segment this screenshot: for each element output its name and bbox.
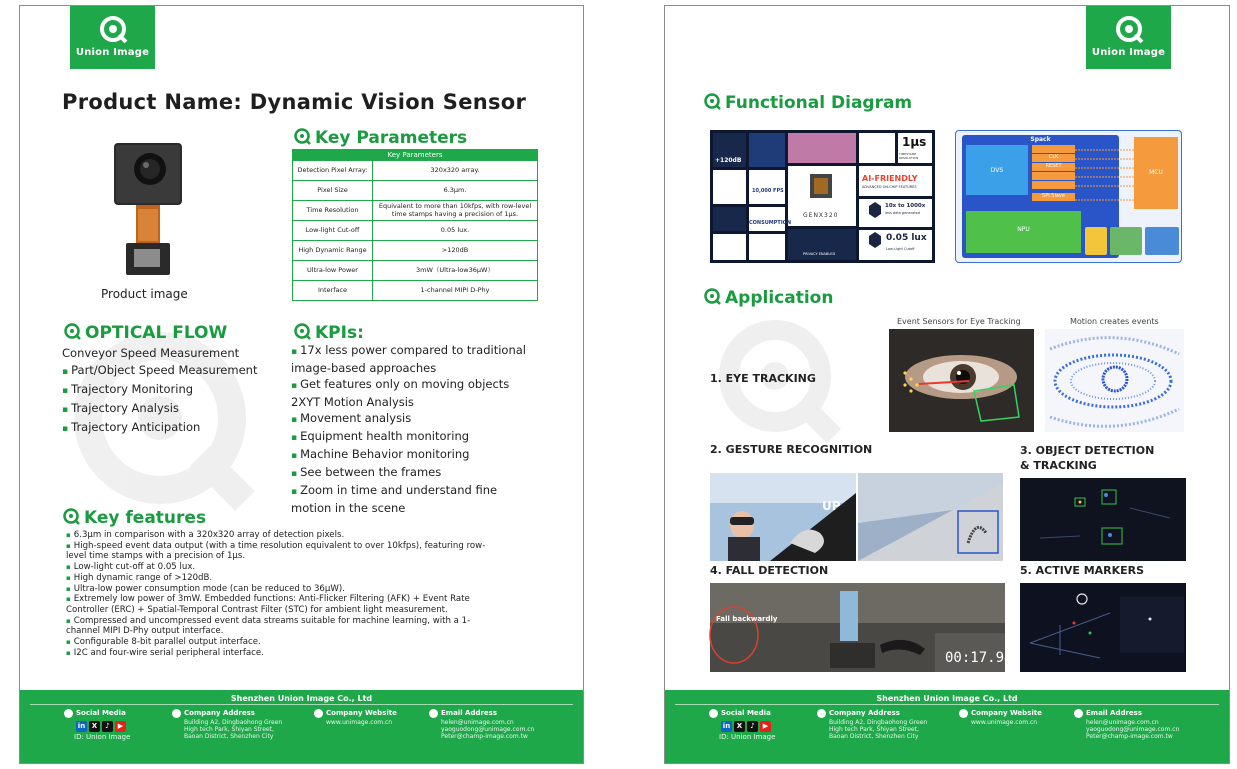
- list-item: image-based approaches: [291, 361, 437, 375]
- key-parameters-table: [292, 149, 538, 301]
- param-value: 0.05 lux.: [373, 221, 538, 241]
- email-link[interactable]: helen@unimage.com.cn: [441, 719, 514, 726]
- list-item: ▪ Compressed and uncompressed event data streams suitable for machine learning, with a 1-: [66, 615, 471, 626]
- tile-genx: GENX320: [803, 212, 839, 219]
- sensor-module-image: [108, 139, 188, 279]
- kpis-heading: KPIs:: [293, 322, 364, 343]
- motion-events-image: [1045, 329, 1184, 432]
- footer-website: Company Website www.unimage.com.cn: [959, 709, 1042, 726]
- list-item: ▪ Movement analysis: [291, 411, 412, 425]
- footer-social: Social Media in X ♪ ▶ ID: Union Image: [709, 709, 775, 741]
- footer-company-name: Shenzhen Union Image Co., Ltd: [230, 694, 373, 703]
- x-icon[interactable]: X: [734, 721, 745, 732]
- active-markers-image: [1020, 583, 1186, 672]
- key-parameters-heading: Key Parameters: [293, 127, 467, 148]
- video-timestamp: 00:17.94: [945, 650, 1013, 666]
- param-name: Low-light Cut-off: [293, 221, 373, 241]
- list-item: ▪ Machine Behavior monitoring: [291, 447, 470, 461]
- kpis-list: [291, 342, 526, 516]
- tile-privacy: PRIVACY ENABLED: [803, 252, 836, 256]
- logo-text: Union Image: [1091, 47, 1166, 58]
- list-item: ▪ Trajectory Anticipation: [62, 420, 201, 434]
- section-logo-icon: [703, 92, 721, 110]
- social-id: ID: Union Image: [74, 733, 131, 741]
- tiktok-icon[interactable]: ♪: [102, 721, 113, 732]
- param-value: 1-channel MIPI D-Phy: [373, 281, 538, 301]
- list-item: 2XYT Motion Analysis: [291, 395, 414, 409]
- address-line: Baoan District, Shenzhen City: [184, 733, 274, 740]
- company-logo: [70, 6, 155, 69]
- tile-latency-sub: TIMESTAMP RESOLUTION: [899, 152, 919, 160]
- active-markers-graphic: [1020, 583, 1186, 672]
- param-name: Ultra-low Power: [293, 261, 373, 281]
- mcu-label: MCU: [1149, 169, 1163, 176]
- address-line: High tech Park, Shiyan Street,: [184, 726, 274, 733]
- address-line: Building A2, Dingbaohong Green: [829, 719, 928, 726]
- email-link[interactable]: Peter@champ-image.com.tw: [441, 733, 528, 740]
- social-id: ID: Union Image: [719, 733, 776, 741]
- list-item: ▪ High-speed event data output (with a time resolution equivalent to over 10kfps), featuring row-: [66, 540, 486, 551]
- connection-lines: [1075, 145, 1135, 209]
- gesture-image-1: [710, 473, 856, 561]
- table-header: Key Parameters: [293, 150, 538, 161]
- list-item: ▪ Trajectory Analysis: [62, 401, 179, 415]
- website-link[interactable]: www.unimage.com.cn: [971, 719, 1038, 726]
- youtube-icon[interactable]: ▶: [115, 721, 126, 732]
- app-fall-detection: 4. FALL DETECTION: [710, 564, 829, 577]
- product-image-caption: Product image: [101, 287, 188, 301]
- email-icon: [429, 709, 438, 718]
- list-item: ▪ Ultra-low power consumption mode (can be reduced to 36μW).: [66, 583, 345, 594]
- globe-icon: [314, 709, 323, 718]
- app-gesture-recognition: 2. GESTURE RECOGNITION: [710, 443, 873, 456]
- list-item: Conveyor Speed Measurement: [62, 346, 240, 360]
- email-link[interactable]: yaoguodong@unimage.com.cn: [1086, 726, 1180, 733]
- param-value: 320x320 array.: [373, 161, 538, 181]
- table-row: [293, 181, 538, 201]
- param-name: Detection Pixel Array:: [293, 161, 373, 181]
- x-icon[interactable]: X: [89, 721, 100, 732]
- table-row: [293, 261, 538, 281]
- play-icon: [709, 709, 718, 718]
- location-icon: [817, 709, 826, 718]
- email-link[interactable]: yaoguodong@unimage.com.cn: [441, 726, 535, 733]
- footer-company-name: Shenzhen Union Image Co., Ltd: [876, 694, 1018, 703]
- clk-pin: CLK: [1032, 154, 1075, 162]
- email-icon: [1074, 709, 1083, 718]
- param-name: Pixel Size: [293, 181, 373, 201]
- application-heading: Application: [703, 287, 833, 308]
- optical-flow-list: [62, 345, 257, 438]
- blue-block: [1145, 227, 1179, 255]
- email-link[interactable]: Peter@champ-image.com.tw: [1086, 733, 1173, 740]
- section-logo-icon: [63, 322, 81, 340]
- company-logo: [1086, 6, 1171, 69]
- list-item: ▪ I2C and four-wire serial peripheral interface.: [66, 647, 264, 658]
- tile-data: 10x to 1000x: [885, 203, 926, 209]
- key-features-heading: Key features: [62, 507, 206, 528]
- tile-fps: 10,000 FPS: [752, 188, 784, 194]
- feature-tiles-image: [710, 130, 935, 263]
- spack-label: Spack: [1030, 136, 1051, 143]
- app-object-detection: 3. OBJECT DETECTION & TRACKING: [1020, 444, 1155, 472]
- list-item: channel MIPI D-Phy output interface.: [66, 626, 224, 637]
- spi-pin: SPI Slave: [1032, 193, 1075, 201]
- email-link[interactable]: helen@unimage.com.cn: [1086, 719, 1159, 726]
- address-line: High tech Park, Shiyan Street,: [829, 726, 919, 733]
- tile-ai: AI-FRIENDLY: [862, 174, 918, 183]
- address-line: Baoan District, Shenzhen City: [829, 733, 919, 740]
- list-item: ▪ Configurable 8-bit parallel output interface.: [66, 637, 261, 648]
- section-logo-icon: [703, 287, 721, 305]
- optical-flow-heading: OPTICAL FLOW: [63, 322, 227, 343]
- tile-power: CONSUMPTION: [749, 220, 792, 226]
- tile-lux-sub: Low-Light Cutoff: [886, 247, 915, 251]
- footer-email: Email Address helen@unimage.com.cn yaoguodong@unimage.com.cn Peter@champ-image.com.tw: [1074, 709, 1179, 740]
- list-item: Controller (ERC) + Spatial-Temporal Contrast Filter (STC) for ambient light measurement.: [66, 604, 448, 615]
- list-item: ▪ Trajectory Monitoring: [62, 382, 194, 396]
- fall-detection-video[interactable]: [710, 583, 1013, 672]
- gesture-image-2: [858, 473, 1003, 561]
- param-value: >120dB: [373, 241, 538, 261]
- footer-website: Company Website www.unimage.com.cn: [314, 709, 397, 726]
- tile-data-sub: less data generated: [885, 211, 920, 215]
- param-name: Time Resolution: [293, 201, 373, 221]
- block-diagram: [955, 130, 1182, 263]
- table-row: [293, 221, 538, 241]
- fall-video-label: Fall backwardly: [716, 615, 778, 623]
- param-value: Equivalent to more than 10kfps, with row-level time stamps having a precision of 1μs.: [373, 201, 538, 221]
- tile-ai-sub: ADVANCED ON-CHIP FEATURES: [862, 185, 917, 189]
- tile-lux: 0.05 lux: [886, 233, 927, 243]
- reset-pin: RESET: [1032, 163, 1075, 171]
- key-features-list: [66, 530, 550, 658]
- section-logo-icon: [62, 507, 80, 525]
- motion-events-caption: Motion creates events: [1070, 317, 1159, 326]
- datasheet-page-right: [664, 5, 1230, 764]
- gesture-graphic-2: [858, 473, 1003, 561]
- product-title: Product Name: Dynamic Vision Sensor: [62, 90, 527, 114]
- youtube-icon[interactable]: ▶: [760, 721, 771, 732]
- website-link[interactable]: www.unimage.com.cn: [326, 719, 393, 726]
- app-eye-tracking: 1. EYE TRACKING: [710, 372, 816, 385]
- tile-latency: 1μs: [902, 135, 927, 149]
- table-row: [293, 201, 538, 221]
- logo-icon: [1113, 13, 1145, 45]
- footer: [665, 690, 1229, 763]
- play-icon: [64, 709, 73, 718]
- list-item: ▪ Zoom in time and understand fine: [291, 483, 498, 497]
- section-logo-icon: [293, 322, 311, 340]
- eye-tracking-image: [889, 329, 1034, 432]
- address-line: Building A2, Dingbaohong Green: [184, 719, 283, 726]
- object-detection-graphic: [1020, 478, 1186, 561]
- footer-address: Company Address Building A2, Dingbaohong Green High tech Park, Shiyan Street, Baoan District, Shenzhen City: [172, 709, 282, 740]
- motion-events-graphic: [1045, 329, 1184, 432]
- app-active-markers: 5. ACTIVE MARKERS: [1020, 564, 1145, 577]
- list-item: ▪ Get features only on moving objects: [291, 377, 510, 391]
- table-row: [293, 161, 538, 181]
- logo-icon: [97, 13, 129, 45]
- tile-hdr: +120dB: [715, 157, 742, 164]
- datasheet-page-left: [19, 5, 584, 764]
- param-name: Interface: [293, 281, 373, 301]
- eye-tracking-graphic: [889, 329, 1034, 432]
- footer-divider: [30, 704, 573, 705]
- list-item: ▪ 6.3μm in comparison with a 320x320 array of detection pixels.: [66, 530, 345, 540]
- object-detection-image: [1020, 478, 1186, 561]
- linkedin-icon[interactable]: in: [77, 722, 86, 730]
- list-item: level time stamps with a precision of 1μs.: [66, 551, 246, 562]
- footer-address: Company Address Building A2, Dingbaohong Green High tech Park, Shiyan Street, Baoan District, Shenzhen City: [817, 709, 927, 740]
- functional-diagram-heading: Functional Diagram: [703, 92, 912, 113]
- linkedin-icon[interactable]: in: [722, 722, 731, 730]
- feature-tiles-graphic: [710, 130, 935, 263]
- list-item: ▪ Equipment health monitoring: [291, 429, 470, 443]
- table-row: [293, 281, 538, 301]
- section-logo-icon: [293, 127, 311, 145]
- footer-social: Social Media in X ♪ ▶ ID: Union Image: [64, 709, 130, 741]
- gesture-graphic-1: [710, 473, 856, 561]
- list-item: ▪ 17x less power compared to traditional: [291, 343, 526, 357]
- logo-text: Union Image: [75, 47, 150, 58]
- green-block: [1110, 227, 1142, 255]
- location-icon: [172, 709, 181, 718]
- param-name: High Dynamic Range: [293, 241, 373, 261]
- list-item: ▪ Part/Object Speed Measurement: [62, 363, 258, 377]
- eye-events-caption: Event Sensors for Eye Tracking: [897, 317, 1021, 326]
- param-value: 3mW（Ultra-low36μW）: [373, 261, 538, 281]
- list-item: ▪ Extremely low power of 3mW. Embedded functions: Anti-Flicker Filtering (AFK) + Event Rate: [66, 594, 470, 605]
- pin-list: [1032, 145, 1075, 203]
- list-item: ▪ See between the frames: [291, 465, 442, 479]
- gesture-up-label: UP: [822, 499, 841, 513]
- list-item: ▪ Low-light cut-off at 0.05 lux.: [66, 562, 196, 573]
- tiktok-icon[interactable]: ♪: [747, 721, 758, 732]
- globe-icon: [959, 709, 968, 718]
- table-row: [293, 241, 538, 261]
- list-item: motion in the scene: [291, 501, 406, 515]
- footer: [20, 690, 583, 763]
- list-item: ▪ High dynamic range of >120dB.: [66, 572, 213, 583]
- footer-divider: [675, 704, 1219, 705]
- yellow-block: [1085, 227, 1107, 255]
- footer-email: Email Address helen@unimage.com.cn yaoguodong@unimage.com.cn Peter@champ-image.com.tw: [429, 709, 534, 740]
- param-value: 6.3μm.: [373, 181, 538, 201]
- dvs-label: DVS: [990, 167, 1004, 174]
- npu-label: NPU: [1017, 226, 1030, 233]
